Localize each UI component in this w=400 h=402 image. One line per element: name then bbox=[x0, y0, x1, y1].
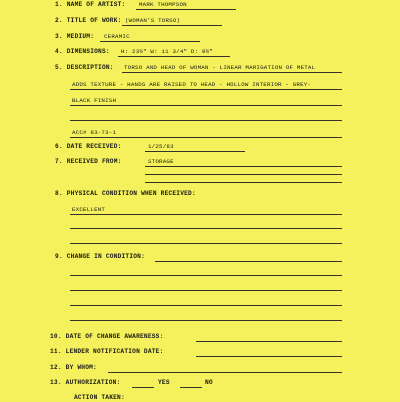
description-rule-5 bbox=[70, 137, 342, 138]
dimensions-value: H: 23½" W: 11 3/4" D: 9½" bbox=[121, 48, 213, 55]
physical-rule-1 bbox=[70, 214, 342, 215]
accession-number: ACC# 83-73-1 bbox=[72, 129, 117, 136]
title-label: 2. TITLE OF WORK: bbox=[55, 17, 122, 24]
medium-value: CERAMIC bbox=[104, 33, 130, 40]
date-received-value: 1/25/83 bbox=[148, 143, 174, 150]
description-rule-2 bbox=[70, 89, 342, 90]
physical-condition-label: 8. PHYSICAL CONDITION WHEN RECEIVED: bbox=[55, 190, 196, 197]
date-received-label: 6. DATE RECEIVED: bbox=[55, 143, 122, 150]
by-whom-line bbox=[108, 372, 342, 373]
received-from-value: STORAGE bbox=[148, 158, 174, 165]
physical-condition-value: EXCELLENT bbox=[72, 206, 106, 213]
change-rule-1 bbox=[70, 275, 342, 276]
received-from-label: 7. RECEIVED FROM: bbox=[55, 158, 122, 165]
description-rule-1 bbox=[122, 72, 342, 73]
description-line-3: BLACK FINISH bbox=[72, 97, 117, 104]
action-taken-label: ACTION TAKEN: bbox=[74, 394, 125, 401]
received-from-line-3 bbox=[145, 182, 342, 183]
auth-no-label: NO bbox=[205, 379, 213, 386]
change-rule-3 bbox=[70, 305, 342, 306]
change-condition-label: 9. CHANGE IN CONDITION: bbox=[55, 253, 146, 260]
auth-yes-blank[interactable] bbox=[132, 387, 154, 388]
artist-value: MARK THOMPSON bbox=[139, 1, 187, 8]
change-awareness-line bbox=[196, 341, 342, 342]
physical-rule-3 bbox=[70, 243, 342, 244]
change-rule-0 bbox=[155, 261, 342, 262]
auth-yes-label: YES bbox=[158, 379, 170, 386]
medium-line bbox=[100, 41, 200, 42]
medium-label: 3. MEDIUM: bbox=[55, 33, 95, 40]
dimensions-label: 4. DIMENSIONS: bbox=[55, 48, 110, 55]
title-line bbox=[122, 25, 222, 26]
by-whom-label: 12. BY WHOM: bbox=[50, 364, 97, 371]
change-awareness-label: 10. DATE OF CHANGE AWARENESS: bbox=[50, 333, 164, 340]
date-received-line bbox=[145, 151, 245, 152]
dimensions-line bbox=[118, 56, 230, 57]
artist-label: 1. NAME OF ARTIST: bbox=[55, 1, 126, 8]
authorization-label: 13. AUTHORIZATION: bbox=[50, 379, 121, 386]
artist-line bbox=[136, 9, 236, 10]
description-label: 5. DESCRIPTION: bbox=[55, 64, 114, 71]
lender-notification-line bbox=[196, 356, 342, 357]
received-from-line-2 bbox=[145, 174, 342, 175]
description-line-2: ADDS TEXTURE - HANDS ARE RAISED TO HEAD - HOLLOW INTERIOR - GREY- bbox=[72, 81, 312, 88]
received-from-line-1 bbox=[145, 166, 342, 167]
title-value: (WOMAN'S TORSO) bbox=[125, 17, 181, 24]
physical-rule-2 bbox=[70, 228, 342, 229]
description-line-1: TORSO AND HEAD OF WOMAN - LINEAR MARIGATION OF METAL bbox=[124, 64, 316, 71]
change-rule-4 bbox=[70, 320, 342, 321]
description-rule-4 bbox=[70, 120, 342, 121]
change-rule-2 bbox=[70, 290, 342, 291]
description-rule-3 bbox=[70, 105, 342, 106]
lender-notification-label: 11. LENDER NOTIFICATION DATE: bbox=[50, 348, 164, 355]
auth-no-blank[interactable] bbox=[180, 387, 202, 388]
